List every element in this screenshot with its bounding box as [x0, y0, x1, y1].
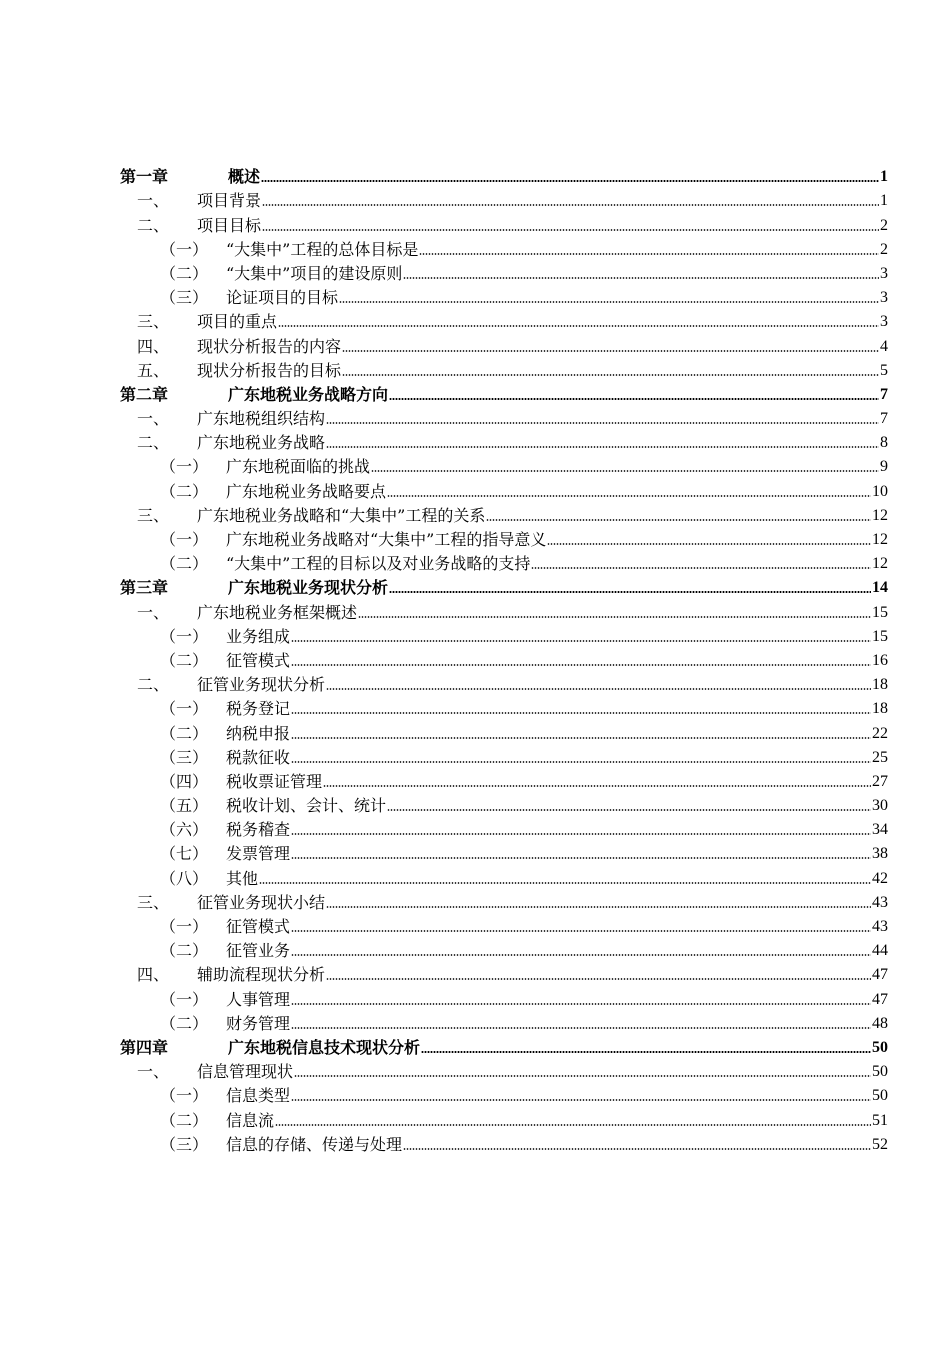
toc-dot-leader: [387, 494, 871, 498]
toc-dot-leader: [291, 1098, 871, 1102]
toc-page-number: 12: [872, 531, 888, 548]
toc-dot-leader: [389, 397, 879, 401]
toc-dot-leader: [291, 832, 871, 836]
toc-subsection-entry[interactable]: [120, 284, 888, 308]
toc-dot-leader: [531, 566, 871, 570]
toc-dot-leader: [326, 905, 871, 909]
toc-entry-title: 广东地税业务战略对“大集中”工程的指导意义: [226, 530, 547, 549]
toc-dot-leader: [291, 760, 871, 764]
toc-dot-leader: [278, 324, 879, 328]
toc-dot-leader: [291, 711, 871, 715]
toc-entry-title: 征管业务现状小结: [197, 892, 326, 912]
toc-entry-number: （一）: [160, 626, 209, 646]
toc-dot-leader: [259, 881, 871, 885]
toc-subsection-entry[interactable]: [120, 477, 888, 501]
toc-entry-number: （一）: [160, 989, 209, 1009]
toc-page-number: 18: [872, 676, 888, 694]
toc-page-number: 48: [872, 1014, 888, 1032]
toc-page-number: 7: [880, 385, 888, 403]
toc-entry-title: 税务稽查: [226, 820, 291, 840]
toc-section-entry[interactable]: [120, 598, 888, 622]
toc-dot-leader: [389, 590, 871, 594]
toc-dot-leader: [326, 977, 871, 981]
toc-entry-number: （二）: [160, 723, 209, 743]
toc-entry-title: 业务组成: [226, 626, 291, 646]
toc-entry-title: “大集中”工程的目标以及对业务战略的支持: [226, 554, 531, 574]
toc-entry-number: 三、: [137, 505, 170, 525]
toc-dot-leader: [291, 1002, 871, 1006]
toc-entry-number: 三、: [137, 892, 170, 912]
toc-subsection-entry[interactable]: [120, 526, 888, 550]
toc-entry-title: 税款征收: [226, 747, 291, 767]
toc-entry-title: 纳税申报: [226, 723, 291, 743]
toc-page-number: 18: [872, 700, 888, 718]
toc-entry-title: 广东地税组织结构: [197, 409, 326, 429]
toc-dot-leader: [291, 1026, 871, 1030]
toc-page-number: 52: [872, 1135, 888, 1153]
toc-dot-leader: [326, 687, 871, 691]
toc-page-number: 47: [872, 990, 888, 1008]
toc-page-number: 2: [880, 240, 888, 258]
toc-entry-number: （二）: [160, 263, 209, 283]
toc-dot-leader: [403, 276, 879, 280]
toc-subsection-entry[interactable]: [120, 719, 888, 743]
toc-page-number: 43: [872, 893, 888, 911]
toc-entry-title: “大集中”项目的建设原则: [226, 263, 403, 283]
toc-subsection-entry[interactable]: [120, 840, 888, 864]
toc-entry-title: 税务登记: [226, 699, 291, 719]
toc-page-number: 50: [872, 1038, 888, 1056]
toc-page-number: 50: [872, 1063, 888, 1081]
toc-section-entry[interactable]: [120, 357, 888, 381]
toc-entry-number: （一）: [160, 457, 209, 477]
toc-page-number: 30: [872, 797, 888, 815]
toc-subsection-entry[interactable]: [120, 792, 888, 816]
toc-dot-leader: [326, 445, 879, 449]
toc-section-entry[interactable]: [120, 308, 888, 332]
toc-page-number: 7: [880, 410, 888, 428]
toc-dot-leader: [403, 1147, 871, 1151]
toc-entry-number: 五、: [137, 360, 170, 380]
toc-section-entry[interactable]: [120, 332, 888, 356]
toc-entry-title: 广东地税业务现状分析: [228, 578, 389, 598]
toc-dot-leader: [339, 300, 879, 304]
toc-subsection-entry[interactable]: [120, 1106, 888, 1130]
toc-page-number: 22: [872, 724, 888, 742]
toc-subsection-entry[interactable]: [120, 623, 888, 647]
toc-page-number: 38: [872, 845, 888, 863]
toc-entry-title: 信息管理现状: [197, 1062, 294, 1082]
toc-subsection-entry[interactable]: [120, 913, 888, 937]
table-of-contents: [120, 163, 888, 1155]
toc-dot-leader: [342, 373, 879, 377]
toc-section-entry[interactable]: [120, 502, 888, 526]
toc-page-number: 42: [872, 869, 888, 887]
toc-entry-number: 第一章: [120, 167, 169, 187]
toc-page-number: 15: [872, 627, 888, 645]
toc-entry-number: （七）: [160, 844, 209, 864]
toc-page-number: 1: [880, 192, 888, 210]
toc-subsection-entry[interactable]: [120, 453, 888, 477]
toc-entry-title: 广东地税面临的挑战: [226, 457, 371, 477]
toc-subsection-entry[interactable]: [120, 236, 888, 260]
toc-page-number: 47: [872, 966, 888, 984]
toc-entry-number: （三）: [160, 1134, 209, 1154]
toc-entry-title: 广东地税业务战略方向: [228, 384, 389, 404]
toc-chapter-entry[interactable]: [120, 381, 888, 405]
toc-page-number: 8: [880, 434, 888, 452]
toc-page-number: 3: [880, 313, 888, 331]
toc-page-number: 50: [872, 1087, 888, 1105]
toc-entry-title: 广东地税业务战略和“大集中”工程的关系: [197, 505, 486, 525]
toc-page-number: 34: [872, 821, 888, 839]
toc-entry-title: 论证项目的目标: [226, 288, 339, 308]
toc-entry-title: 信息的存储、传递与处理: [226, 1134, 403, 1154]
toc-entry-title: 项目背景: [197, 191, 262, 211]
toc-dot-leader: [323, 784, 871, 788]
toc-dot-leader: [291, 953, 871, 957]
toc-entry-title: 项目的重点: [197, 312, 278, 332]
toc-section-entry[interactable]: [120, 961, 888, 985]
toc-subsection-entry[interactable]: [120, 647, 888, 671]
toc-entry-number: 第三章: [120, 578, 169, 598]
toc-entry-number: 三、: [137, 312, 170, 332]
toc-subsection-entry[interactable]: [120, 816, 888, 840]
toc-entry-number: （三）: [160, 288, 209, 308]
toc-dot-leader: [358, 615, 871, 619]
toc-entry-number: 一、: [137, 409, 170, 429]
toc-dot-leader: [291, 639, 871, 643]
toc-dot-leader: [291, 736, 871, 740]
toc-section-entry[interactable]: [120, 429, 888, 453]
toc-chapter-entry[interactable]: [120, 1034, 888, 1058]
toc-entry-title: 广东地税信息技术现状分析: [228, 1037, 421, 1057]
toc-entry-title: 现状分析报告的目标: [197, 360, 342, 380]
toc-entry-number: 二、: [137, 215, 170, 235]
toc-entry-number: 一、: [137, 1062, 170, 1082]
toc-entry-number: （一）: [160, 917, 209, 936]
toc-dot-leader: [275, 1123, 871, 1127]
toc-entry-number: （二）: [160, 554, 209, 574]
toc-page-number: 3: [880, 289, 888, 307]
toc-entry-title: 辅助流程现状分析: [197, 965, 326, 985]
toc-page-number: 9: [880, 458, 888, 476]
toc-entry-number: （二）: [160, 481, 209, 501]
toc-subsection-entry[interactable]: [120, 260, 888, 284]
toc-entry-title: 项目目标: [197, 215, 262, 235]
toc-entry-number: （三）: [160, 747, 209, 767]
toc-dot-leader: [291, 929, 871, 933]
toc-page-number: 12: [872, 555, 888, 573]
toc-entry-number: （二）: [160, 650, 209, 670]
toc-subsection-entry[interactable]: [120, 744, 888, 768]
toc-entry-title: 广东地税业务框架概述: [197, 602, 358, 622]
toc-entry-number: （一）: [160, 1086, 209, 1106]
toc-entry-number: （一）: [160, 530, 209, 549]
toc-page-number: 10: [872, 482, 888, 500]
toc-dot-leader: [387, 808, 871, 812]
toc-subsection-entry[interactable]: [120, 864, 888, 888]
toc-entry-number: 一、: [137, 191, 170, 211]
toc-page-number: 2: [880, 216, 888, 234]
toc-section-entry[interactable]: [120, 1058, 888, 1082]
toc-entry-number: 四、: [137, 336, 170, 356]
toc-dot-leader: [291, 663, 871, 667]
toc-page-number: 44: [872, 942, 888, 960]
toc-entry-title: 发票管理: [226, 844, 291, 864]
toc-dot-leader: [262, 228, 879, 232]
toc-entry-number: 第四章: [120, 1037, 169, 1057]
toc-entry-title: 征管业务现状分析: [197, 675, 326, 695]
toc-entry-number: 第二章: [120, 384, 169, 404]
toc-dot-leader: [421, 1050, 871, 1054]
toc-page-number: 25: [872, 748, 888, 766]
toc-entry-number: （二）: [160, 1013, 209, 1033]
toc-entry-number: 四、: [137, 965, 170, 985]
toc-entry-number: （四）: [160, 771, 209, 791]
toc-page-number: 15: [872, 603, 888, 621]
toc-entry-title: 信息类型: [226, 1086, 291, 1106]
toc-entry-number: （六）: [160, 820, 209, 840]
toc-dot-leader: [371, 469, 879, 473]
toc-page-number: 51: [872, 1111, 888, 1129]
toc-dot-leader: [294, 1074, 871, 1078]
toc-dot-leader: [291, 856, 871, 860]
toc-section-entry[interactable]: [120, 889, 888, 913]
toc-dot-leader: [262, 203, 879, 207]
toc-subsection-entry[interactable]: [120, 1010, 888, 1034]
toc-entry-title: 税收计划、会计、统计: [226, 796, 387, 816]
toc-entry-number: 二、: [137, 433, 170, 453]
toc-page-number: 1: [880, 168, 888, 186]
toc-entry-title: 征管业务: [226, 941, 291, 961]
toc-entry-title: 人事管理: [226, 989, 291, 1009]
toc-entry-number: 一、: [137, 602, 170, 622]
toc-page-number: 12: [872, 506, 888, 524]
toc-subsection-entry[interactable]: [120, 550, 888, 574]
toc-entry-title: 财务管理: [226, 1013, 291, 1033]
toc-entry-title: 税收票证管理: [226, 771, 323, 791]
toc-entry-title: 其他: [226, 868, 259, 888]
toc-entry-number: 二、: [137, 675, 170, 695]
toc-entry-title: 征管模式: [226, 650, 291, 670]
toc-entry-number: （八）: [160, 868, 209, 888]
toc-section-entry[interactable]: [120, 187, 888, 211]
toc-page-number: 4: [880, 337, 888, 355]
toc-dot-leader: [261, 179, 879, 183]
toc-chapter-entry[interactable]: [120, 574, 888, 598]
toc-subsection-entry[interactable]: [120, 768, 888, 792]
toc-entry-title: 信息流: [226, 1110, 275, 1130]
toc-section-entry[interactable]: [120, 671, 888, 695]
toc-entry-number: （一）: [160, 239, 209, 259]
toc-entry-number: （五）: [160, 796, 209, 816]
toc-subsection-entry[interactable]: [120, 985, 888, 1009]
toc-entry-title: 广东地税业务战略要点: [226, 481, 387, 501]
toc-page-number: 5: [880, 361, 888, 379]
toc-section-entry[interactable]: [120, 405, 888, 429]
toc-entry-number: （二）: [160, 941, 209, 961]
toc-page-number: 16: [872, 651, 888, 669]
toc-page-number: 43: [872, 918, 888, 935]
toc-subsection-entry[interactable]: [120, 1082, 888, 1106]
toc-subsection-entry[interactable]: [120, 695, 888, 719]
toc-entry-number: （二）: [160, 1110, 209, 1130]
toc-page-number: 3: [880, 264, 888, 282]
toc-entry-title: 广东地税业务战略: [197, 433, 326, 453]
toc-entry-title: 征管模式: [226, 917, 291, 936]
toc-entry-number: （一）: [160, 699, 209, 719]
toc-entry-title: “大集中”工程的总体目标是: [226, 239, 419, 259]
toc-subsection-entry[interactable]: [120, 1131, 888, 1155]
toc-section-entry[interactable]: [120, 211, 888, 235]
toc-dot-leader: [547, 542, 871, 546]
toc-dot-leader: [419, 252, 879, 256]
toc-subsection-entry[interactable]: [120, 937, 888, 961]
toc-entry-title: 现状分析报告的内容: [197, 336, 342, 356]
toc-page-number: 14: [872, 579, 888, 597]
toc-dot-leader: [486, 518, 871, 522]
toc-chapter-entry[interactable]: [120, 163, 888, 187]
toc-dot-leader: [342, 349, 879, 353]
toc-page-number: 27: [872, 772, 888, 790]
toc-entry-title: 概述: [228, 167, 261, 187]
toc-dot-leader: [326, 421, 879, 425]
